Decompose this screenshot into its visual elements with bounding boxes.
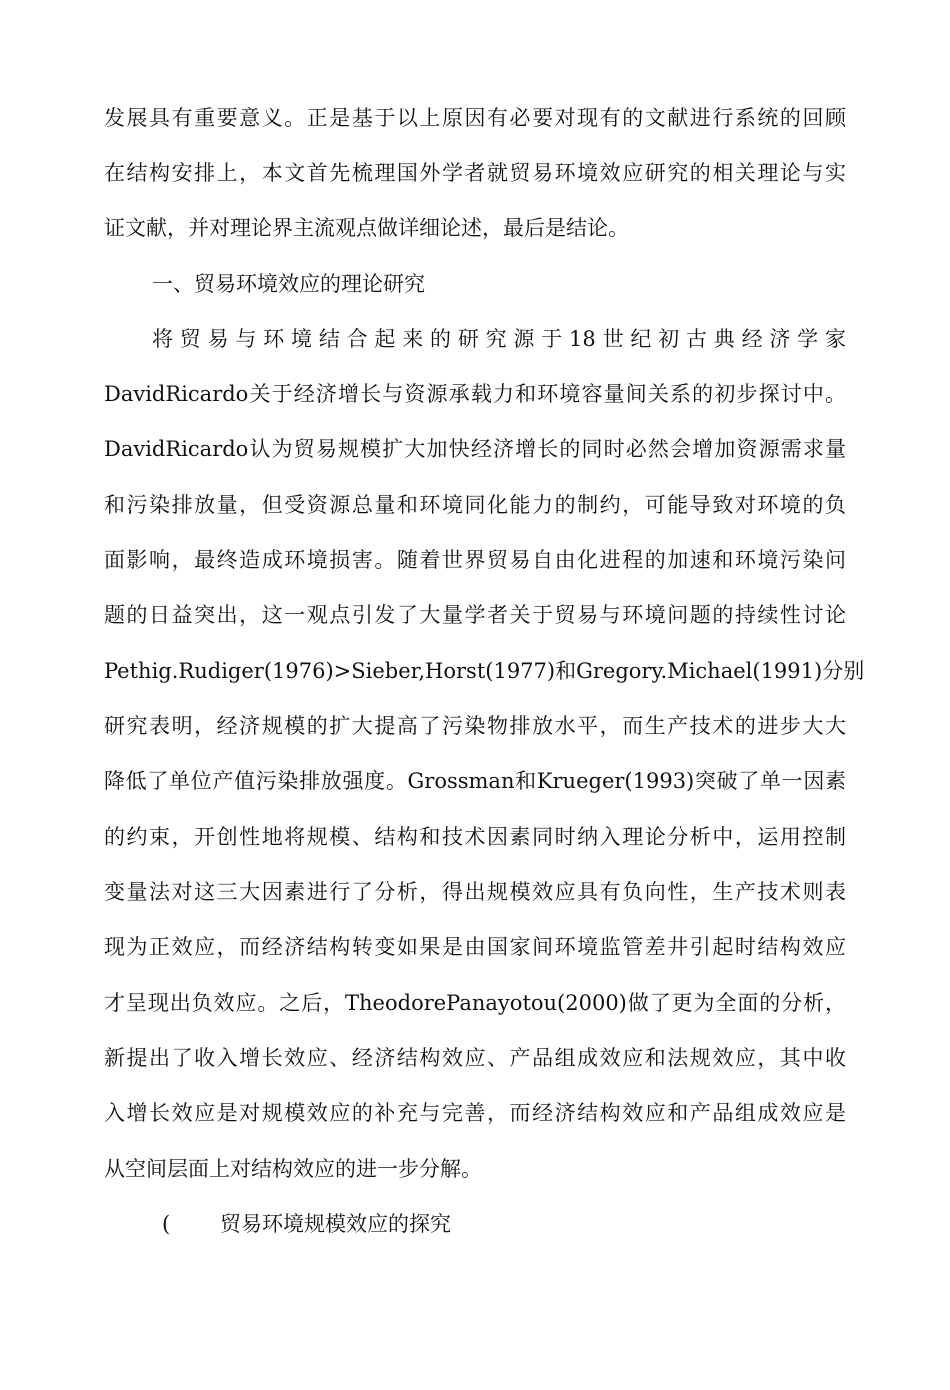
paragraph-line-14: 的约束，开创性地将规模、结构和技术因素同时纳入理论分析中，运用控制 — [104, 825, 846, 849]
paragraph-line-5: 将贸易与环境结合起来的研究源于18世纪初古典经济学家 — [152, 327, 846, 351]
paragraph-line-18: 新提出了收入增长效应、经济结构效应、产品组成效应和法规效应，其中收 — [104, 1046, 846, 1070]
paragraph-line-16: 现为正效应，而经济结构转变如果是由国家间环境监管差井引起时结构效应 — [104, 935, 846, 959]
paragraph-line-7: DavidRicardo认为贸易规模扩大加快经济增长的同时必然会增加资源需求量 — [104, 437, 846, 461]
subsection-title: 贸易环境规模效应的探究 — [220, 1212, 451, 1236]
paragraph-line-10: 题的日益突出，这一观点引发了大量学者关于贸易与环境问题的持续性讨论 — [104, 603, 846, 627]
paragraph-line-12: 研究表明，经济规模的扩大提高了污染物排放水平，而生产技术的进步大大 — [104, 714, 846, 738]
section-heading: 一、贸易环境效应的理论研究 — [152, 272, 425, 296]
paragraph-line-11: Pethig.Rudiger(1976)>Sieber,Horst(1977)和Gregory.Michael(1991)分别 — [104, 659, 865, 683]
paragraph-line-20: 从空间层面上对结构效应的进一步分解。 — [104, 1157, 482, 1181]
paragraph-line-15: 变量法对这三大因素进行了分析，得出规模效应具有负向性，生产技术则表 — [104, 880, 846, 904]
paragraph-line-3: 证文献，并对理论界主流观点做详细论述，最后是结论。 — [104, 216, 629, 240]
paragraph-line-13: 降低了单位产值污染排放强度。Grossman和Krueger(1993)突破了单一因素 — [104, 769, 846, 793]
paragraph-line-1: 发展具有重要意义。正是基于以上原因有必要对现有的文献进行系统的回顾 — [104, 106, 846, 130]
subsection-paren: ( — [162, 1212, 171, 1236]
paragraph-line-6: DavidRicardo关于经济增长与资源承载力和环境容量间关系的初步探讨中。 — [104, 382, 846, 406]
paragraph-line-9: 面影响，最终造成环境损害。随着世界贸易自由化进程的加速和环境污染问 — [104, 548, 846, 572]
paragraph-line-17: 才呈现出负效应。之后，TheodorePanayotou(2000)做了更为全面的分析， — [104, 991, 846, 1015]
paragraph-line-8: 和污染排放量，但受资源总量和环境同化能力的制约，可能导致对环境的负 — [104, 493, 846, 517]
subsection-heading — [162, 1209, 762, 1239]
paragraph-line-19: 入增长效应是对规模效应的补充与完善，而经济结构效应和产品组成效应是 — [104, 1101, 846, 1125]
paragraph-line-2: 在结构安排上，本文首先梳理国外学者就贸易环境效应研究的相关理论与实 — [104, 161, 846, 185]
